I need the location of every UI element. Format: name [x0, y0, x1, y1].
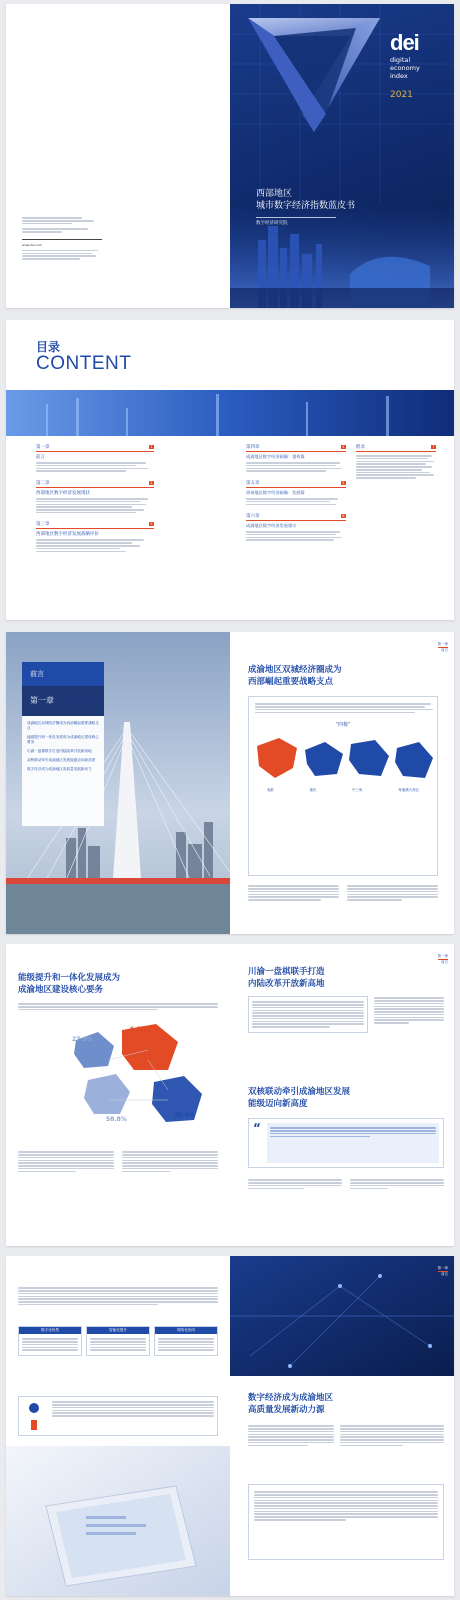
toc-chapter: 附录: [356, 445, 365, 450]
cover-title: [256, 188, 355, 227]
toc-banner: [6, 390, 454, 436]
preface-left-page: [6, 632, 230, 934]
side-item[interactable]: 川渝一盘棋联手打造内陆改革开放新高地: [27, 749, 92, 753]
toc-chapter: 第四章: [246, 445, 260, 450]
chapter-tag: 第一章 前言: [437, 642, 448, 652]
section-heading: 川渝一盘棋联手打造 内陆改革开放新高地: [248, 967, 325, 989]
cover-title-line1: 西部地区: [256, 189, 293, 199]
logo-mark: dei: [390, 30, 419, 55]
imprint-block: [22, 216, 104, 261]
toc-section-title: 西部地区数字经济发展战略评价: [36, 532, 99, 538]
quote-box: [248, 1118, 444, 1168]
body-text: [248, 884, 438, 902]
info-panel: 数字化转型: [18, 1326, 82, 1356]
quote-box: [248, 1484, 444, 1560]
logo-word-2: economy: [390, 64, 420, 72]
pct-label: 58.8%: [106, 1116, 127, 1123]
toc-page: 3: [150, 522, 153, 527]
integration-spread: [6, 944, 454, 1246]
preface-right-page: [230, 632, 454, 934]
logo-word-3: index: [390, 72, 408, 80]
toc-section-title: 贵州地区数字经济画像：发展篇: [246, 489, 305, 495]
toc-chapter: 第六章: [246, 514, 260, 520]
toc-section[interactable]: [36, 521, 154, 552]
integration-right-page: [230, 944, 454, 1246]
section-heading: 能级提升和一体化发展成为 成渝地区建设核心要务: [18, 973, 121, 995]
section-heading: 数字经济成为成渝地区 高质量发展新动力源: [248, 1393, 334, 1415]
body-text: [18, 1150, 218, 1173]
cover-artwork: [230, 4, 454, 308]
toc-section[interactable]: [36, 480, 154, 514]
digital-right-page: [230, 1256, 454, 1596]
tower-icon: [31, 1420, 37, 1430]
network-photo: [230, 1256, 454, 1376]
side-item[interactable]: 双核联动牵引成渝地区发展能级迈向新高度: [27, 758, 96, 762]
website[interactable]: www.dei.com: [22, 242, 42, 247]
toc-page: 5: [342, 480, 345, 485]
toc-section-title: 成渝地区数字经济画像：重构篇: [246, 454, 305, 459]
quote-icon: “: [253, 1121, 261, 1135]
toc-section-title: 成渝地区数字经济发展建议: [246, 523, 297, 529]
toc-title-en: CONTENT: [36, 353, 132, 374]
toc-section-title: 西部地区数字经济发展现状: [36, 490, 90, 496]
integration-left-page: [6, 944, 230, 1246]
tablet-photo: [6, 1446, 230, 1596]
toc-section[interactable]: [246, 513, 346, 541]
map-panel: [248, 696, 438, 876]
toc-section[interactable]: [246, 480, 346, 505]
toc-spread: [6, 320, 454, 620]
chapter-tag: 第一章 前言: [437, 954, 448, 964]
logo-word-1: digital: [390, 56, 411, 64]
toc-chapter: 第三章: [36, 522, 50, 528]
toc-chapter: 第一章: [36, 445, 50, 450]
toc-page: 6: [342, 514, 345, 519]
info-panel: 智能化提升: [86, 1326, 150, 1356]
cover-title-line2: 城市数字经济指数蓝皮书: [256, 201, 356, 211]
section-heading: 成渝地区双城经济圈成为 西部崛起重要战略支点: [248, 665, 342, 687]
panel-row: [18, 1326, 218, 1356]
toc-section[interactable]: [246, 444, 346, 472]
toc-title: [36, 340, 131, 374]
cover-logo: [390, 32, 420, 100]
digital-left-page: [6, 1256, 230, 1596]
map-region-label: 粤港澳大湾区: [398, 788, 420, 793]
chapter-tag: 第一章 前言: [437, 1266, 448, 1276]
map-region-label: 成都: [266, 788, 274, 793]
side-item[interactable]: 数字经济成为成渝地区高质量发展新动力: [27, 767, 92, 771]
info-panel: 网络化协同: [154, 1326, 218, 1356]
toc-section[interactable]: [36, 444, 154, 472]
cover-spread: [6, 4, 454, 308]
preface-label: 前言: [22, 662, 104, 686]
toc-column-3: [356, 444, 436, 480]
body-text: [248, 1424, 444, 1447]
cover-author: 数字经济研究院: [256, 220, 288, 226]
body-text: [248, 1178, 444, 1190]
regional-maps: [249, 732, 439, 792]
map-label: “四极”: [335, 722, 351, 729]
icon-strip: [18, 1396, 218, 1436]
toc-chapter: 第五章: [246, 480, 260, 486]
pct-label: 27.9%: [72, 1036, 93, 1043]
toc-column-1: [36, 444, 154, 553]
body-text: [248, 996, 444, 1033]
digital-economy-spread: [6, 1256, 454, 1596]
toc-section-title: 前言: [36, 455, 45, 460]
toc-chapter: 第二章: [36, 480, 50, 486]
side-item[interactable]: 能级提升和一体化发展成为成渝地区建设核心要务: [27, 735, 99, 744]
map-region-label: 中三角: [352, 788, 363, 793]
toc-page: 1: [150, 445, 153, 449]
toc-column-2: [246, 444, 346, 542]
toc-section[interactable]: [356, 444, 436, 479]
front-cover: [230, 4, 454, 308]
preface-side-list: [22, 716, 104, 826]
map-region-label: 重庆: [309, 788, 317, 793]
panda-icon: [29, 1403, 39, 1413]
section-heading-2: 双核联动牵引成渝地区发展 能级迈向新高度: [248, 1087, 351, 1109]
toc-page: 4: [342, 445, 345, 449]
preface-spread: [6, 632, 454, 934]
toc-page: 7: [432, 445, 435, 449]
chapter-label: 第一章: [22, 686, 104, 716]
toc-page: 2: [150, 480, 153, 485]
toc-title-cn: 目录: [36, 340, 61, 354]
gdp-total: 6.8万亿: [130, 1026, 153, 1033]
side-item[interactable]: 成渝地区双城经济圈成为西部崛起重要战略支点: [27, 721, 99, 730]
cover-year: 2021: [390, 90, 413, 100]
pct-label: 78.9%: [174, 1112, 195, 1119]
back-cover: [6, 4, 230, 308]
